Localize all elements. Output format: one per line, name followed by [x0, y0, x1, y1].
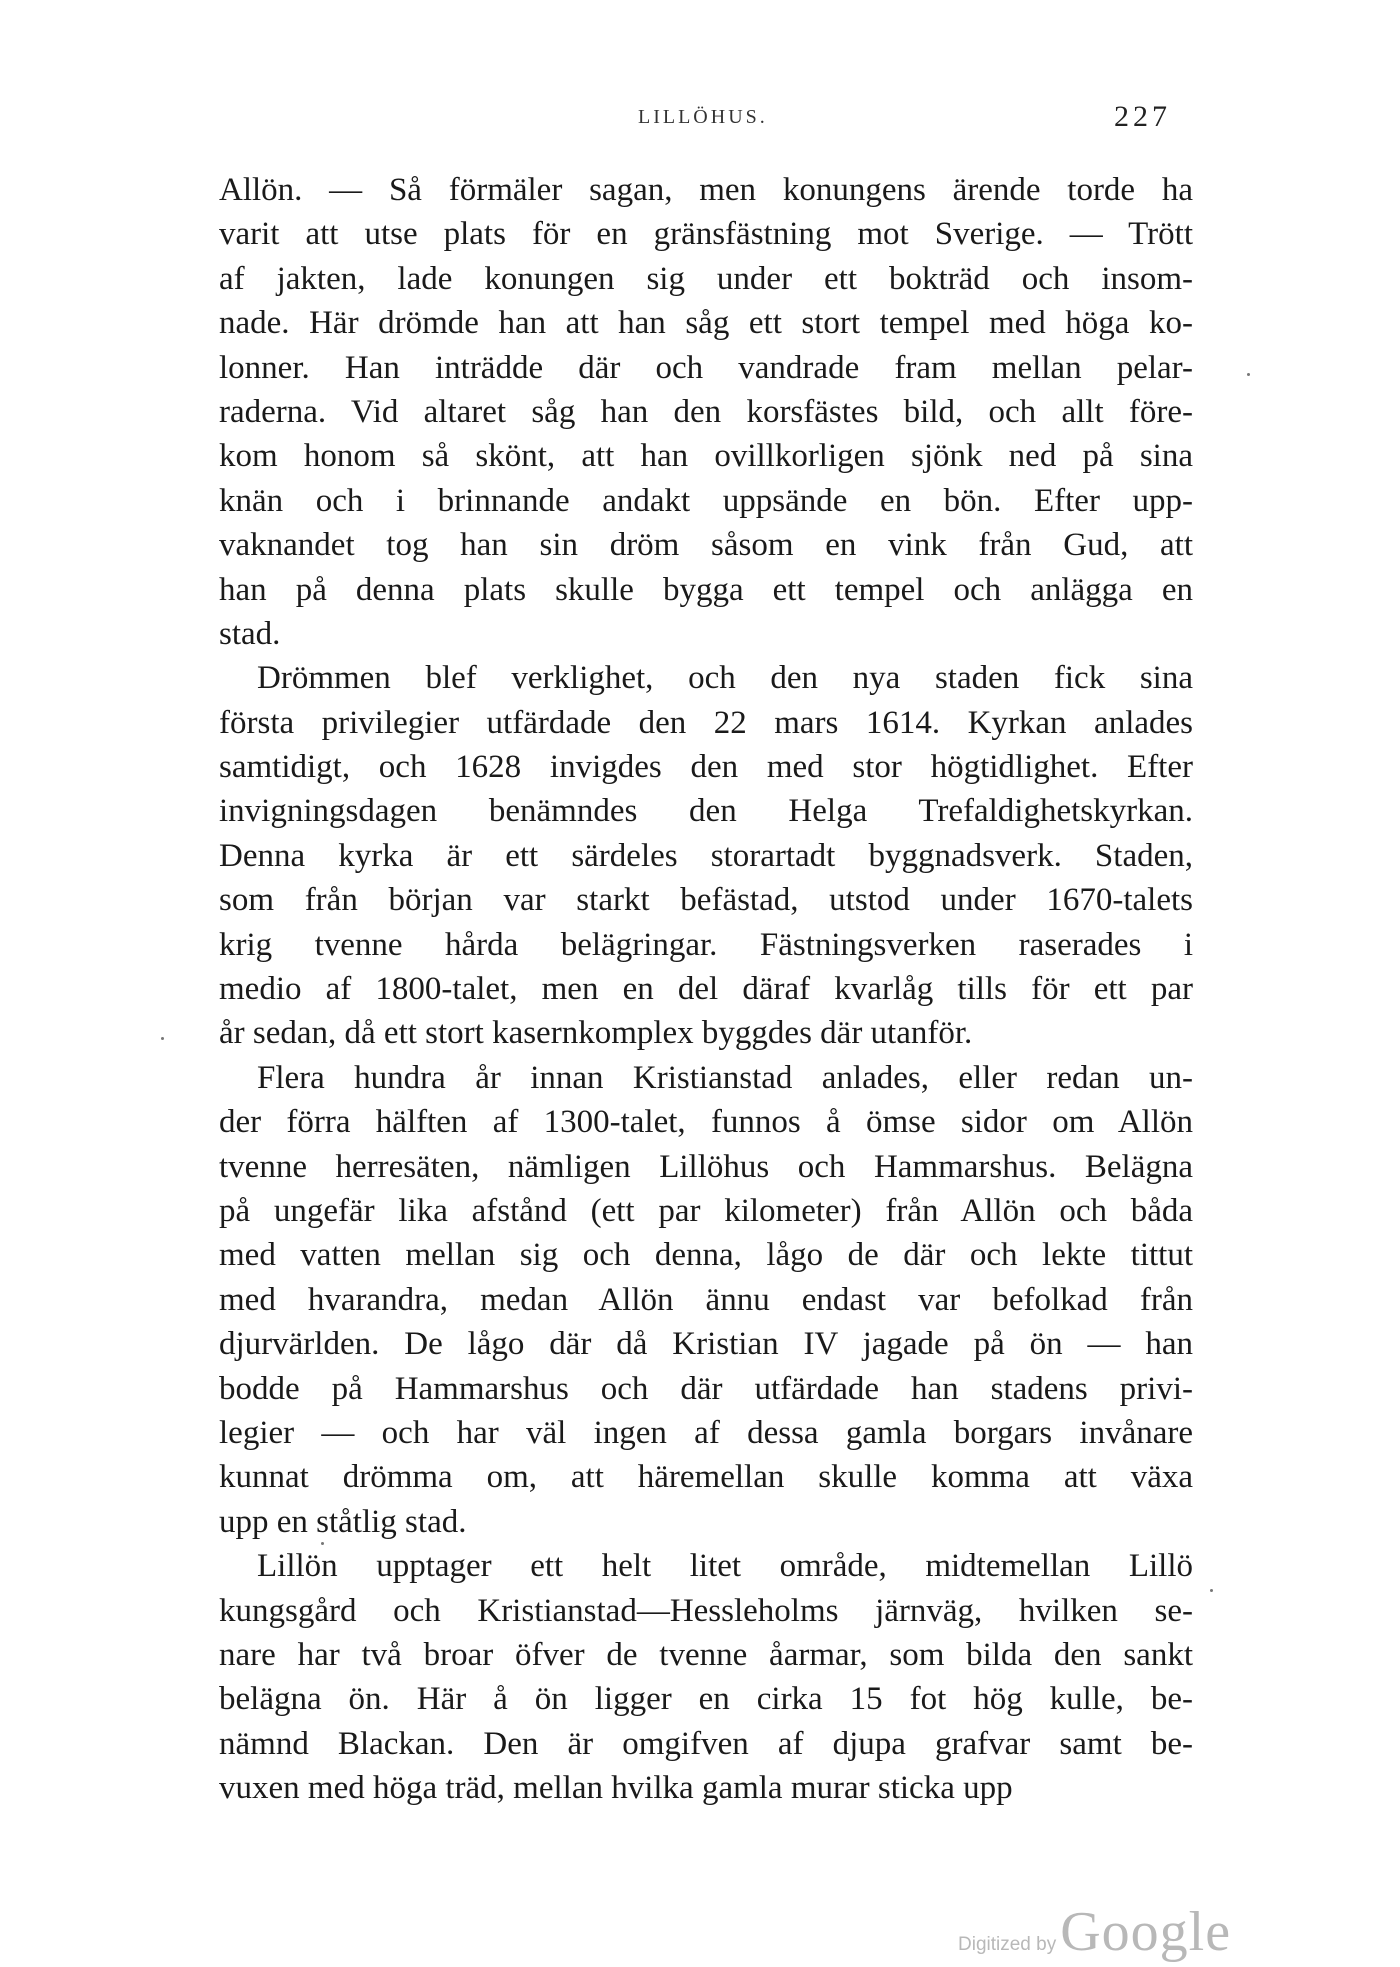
running-title: LILLÖHUS. [638, 106, 768, 128]
text-line: upp en ståtlig stad. [219, 1503, 467, 1540]
text-line: kunnat drömma om, att häremellan skulle komma att växa [219, 1459, 1193, 1496]
text-line: stad. [219, 615, 281, 652]
text-line: första privilegier utfärdade den 22 mars 1614. Kyrkan anlades [219, 704, 1193, 741]
paragraph [219, 1056, 1193, 1544]
paragraph [219, 1544, 1193, 1810]
scan-speck [321, 1542, 324, 1545]
text-line: varit att utse plats för en gränsfästning mot Sverige. — Trött [219, 216, 1193, 253]
text-line: nare har två broar öfver de tvenne åarmar, som bilda den sankt [219, 1636, 1193, 1673]
text-line: Allön. — Så förmäler sagan, men konungens ärende torde ha [219, 172, 1193, 208]
text-line: vaknandet tog han sin dröm såsom en vink från Gud, att [219, 527, 1193, 564]
watermark-prefix: Digitized by [958, 1934, 1057, 1955]
text-line: år sedan, då ett stort kasernkomplex byggdes där utanför. [219, 1015, 973, 1052]
paragraph [219, 168, 1193, 656]
text-line: djurvärlden. De lågo där då Kristian IV jagade på ön — han [219, 1326, 1193, 1363]
text-line: bodde på Hammarshus och där utfärdade han stadens privi- [219, 1370, 1193, 1407]
text-line: krig tvenne hårda belägringar. Fästningsverken raserades i [219, 926, 1193, 963]
text-line: nämnd Blackan. Den är omgifven af djupa grafvar samt be- [219, 1725, 1193, 1762]
text-line: vuxen med höga träd, mellan hvilka gamla murar sticka upp [219, 1770, 1013, 1807]
google-logo: Google [1060, 1901, 1232, 1963]
paragraph [219, 656, 1193, 1056]
text-line: legier — och har väl ingen af dessa gamla borgars invånare [219, 1414, 1193, 1451]
text-line: han på denna plats skulle bygga ett tempel och anlägga en [219, 571, 1193, 608]
text-line: samtidigt, och 1628 invigdes den med stor högtidlighet. Efter [219, 749, 1193, 786]
text-line: Lillön upptager ett helt litet område, midtemellan Lillö [257, 1548, 1193, 1585]
digitized-by-google-watermark [958, 1900, 1232, 1963]
page-number: 227 [1114, 100, 1171, 133]
scan-speck [1247, 373, 1250, 376]
text-line: knän och i brinnande andakt uppsände en bön. Efter upp- [219, 482, 1193, 519]
scan-speck [1210, 1589, 1213, 1592]
text-line: af jakten, lade konungen sig under ett bokträd och insom- [219, 260, 1193, 297]
body-text [219, 168, 1193, 1810]
text-line: kom honom så skönt, att han ovillkorligen sjönk ned på sina [219, 438, 1193, 475]
text-line: der förra hälften af 1300-talet, funnos å ömse sidor om Allön [219, 1104, 1193, 1141]
text-line: raderna. Vid altaret såg han den korsfästes bild, och allt före- [219, 393, 1193, 430]
running-header [0, 100, 1400, 146]
text-line: kungsgård och Kristianstad—Hessleholms järnväg, hvilken se- [219, 1592, 1193, 1629]
text-line: lonner. Han inträdde där och vandrade fram mellan pelar- [219, 349, 1193, 386]
text-line: Drömmen blef verklighet, och den nya staden fick sina [257, 660, 1193, 697]
text-line: Flera hundra år innan Kristianstad anlades, eller redan un- [257, 1059, 1193, 1096]
text-line: Denna kyrka är ett särdeles storartadt byggnadsverk. Staden, [219, 837, 1193, 874]
text-line: belägna ön. Här å ön ligger en cirka 15 fot hög kulle, be- [219, 1681, 1193, 1718]
text-line: med hvarandra, medan Allön ännu endast var befolkad från [219, 1281, 1193, 1318]
text-line: tvenne herresäten, nämligen Lillöhus och Hammarshus. Belägna [219, 1148, 1193, 1185]
text-line: nade. Här drömde han att han såg ett stort tempel med höga ko- [219, 305, 1193, 342]
text-line: med vatten mellan sig och denna, lågo de där och lekte tittut [219, 1237, 1193, 1274]
text-line: som från början var starkt befästad, utstod under 1670-talets [219, 882, 1193, 919]
scan-speck [161, 1037, 164, 1040]
text-line: invigningsdagen benämndes den Helga Trefaldighetskyrkan. [219, 793, 1193, 830]
text-line: på ungefär lika afstånd (ett par kilometer) från Allön och båda [219, 1192, 1193, 1229]
text-line: medio af 1800-talet, men en del däraf kvarlåg tills för ett par [219, 971, 1193, 1008]
